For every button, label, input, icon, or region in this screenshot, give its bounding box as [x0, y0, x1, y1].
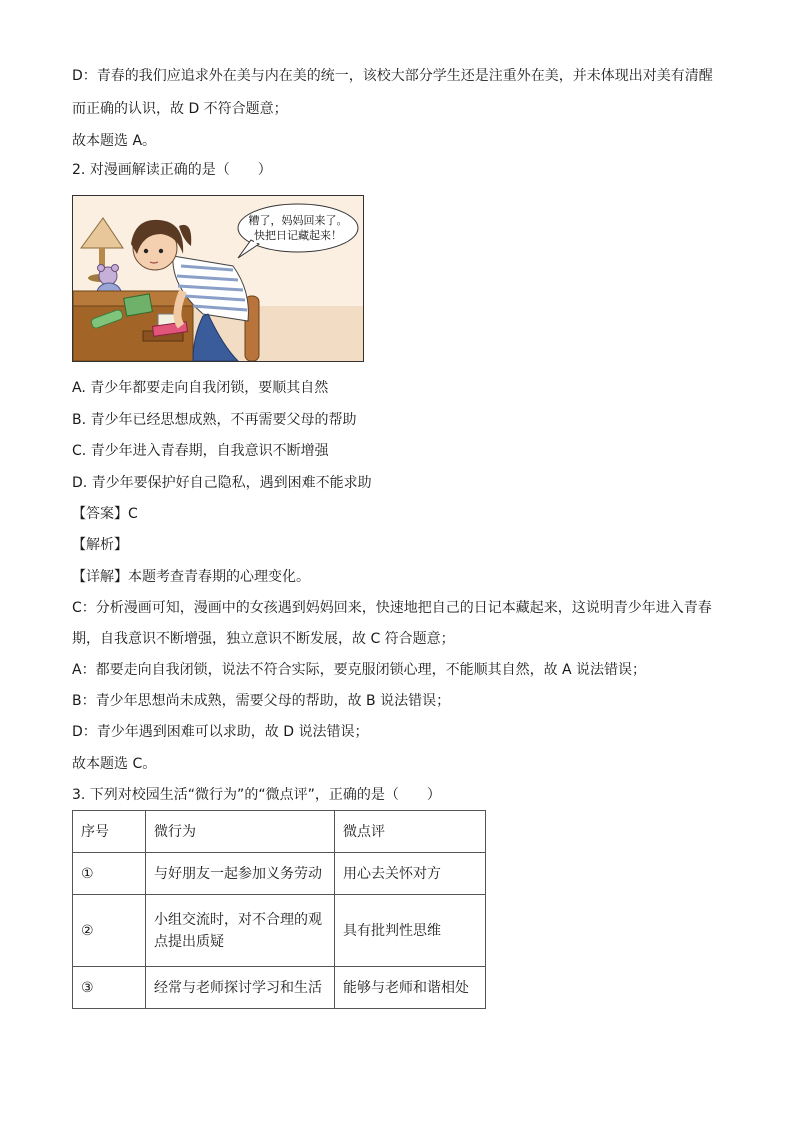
table-row [73, 967, 486, 1009]
header-cell-comment: 微点评 [335, 811, 486, 853]
option-a: A. 青少年都要走向自我闭锁，要顺其自然 [72, 380, 329, 396]
row-comment: 能够与老师和谐相处 [335, 967, 486, 1009]
d-explanation-line1: D：青春的我们应追求外在美与内在美的统一，该校大部分学生还是注重外在美，并未体现出对美有清醒 [72, 68, 713, 84]
table-header-row [73, 811, 486, 853]
c-explanation-line1: C：分析漫画可知，漫画中的女孩遇到妈妈回来，快速地把自己的日记本藏起来，这说明青少年进入青春 [72, 600, 712, 616]
table-row [73, 853, 486, 895]
answer-label: 【答案】 [72, 506, 128, 522]
row-comment: 具有批判性思维 [335, 895, 486, 967]
speech-bubble-line2: 快把日记藏起来！ [254, 229, 342, 242]
table-row [73, 895, 486, 967]
option-c: C. 青少年进入青春期，自我意识不断增强 [72, 443, 329, 459]
row-number: ③ [73, 967, 146, 1009]
b-explanation-line: B：青少年思想尚未成熟，需要父母的帮助，故 B 说法错误； [72, 693, 451, 709]
detail-label: 【详解】 [72, 569, 128, 585]
row-number: ① [73, 853, 146, 895]
d-explanation-line2: 而正确的认识，故 D 不符合题意； [72, 101, 288, 117]
header-cell-behavior: 微行为 [146, 811, 335, 853]
row-comment: 用心去关怀对方 [335, 853, 486, 895]
detail-line [72, 567, 310, 587]
option-b: B. 青少年已经思想成熟，不再需要父母的帮助 [72, 412, 357, 428]
d-explanation-line: D：青少年遇到困难可以求助，故 D 说法错误； [72, 724, 369, 740]
answer-value: C [128, 506, 138, 522]
row-behavior: 小组交流时，对不合理的观点提出质疑 [146, 895, 335, 967]
question-2-stem: 2. 对漫画解读正确的是（ ） [72, 162, 272, 178]
header-cell-number: 序号 [73, 811, 146, 853]
row-behavior: 与好朋友一起参加义务劳动 [146, 853, 335, 895]
micro-behavior-table [72, 810, 486, 1009]
choose-c-line: 故本题选 C。 [72, 756, 157, 772]
option-d: D. 青少年要保护好自己隐私，遇到困难不能求助 [72, 475, 372, 491]
a-explanation-line: A：都要走向自我闭锁，说法不符合实际，要克服闭锁心理，不能顺其自然，故 A 说法错误； [72, 662, 647, 678]
c-explanation-line2: 期，自我意识不断增强，独立意识不断发展，故 C 符合题意； [72, 631, 455, 647]
comic-drawing [73, 196, 363, 361]
detail-text: 本题考查青春期的心理变化。 [128, 569, 310, 585]
speech-bubble-line1: 糟了，妈妈回来了。 [248, 214, 348, 227]
answer-line [72, 504, 138, 524]
choose-a-line: 故本题选 A。 [72, 133, 157, 149]
row-behavior: 经常与老师探讨学习和生活 [146, 967, 335, 1009]
analysis-label: 【解析】 [72, 537, 128, 553]
question-3-stem: 3. 下列对校园生活“微行为”的“微点评”，正确的是（ ） [72, 787, 441, 803]
row-number: ② [73, 895, 146, 967]
comic-illustration [72, 195, 364, 362]
